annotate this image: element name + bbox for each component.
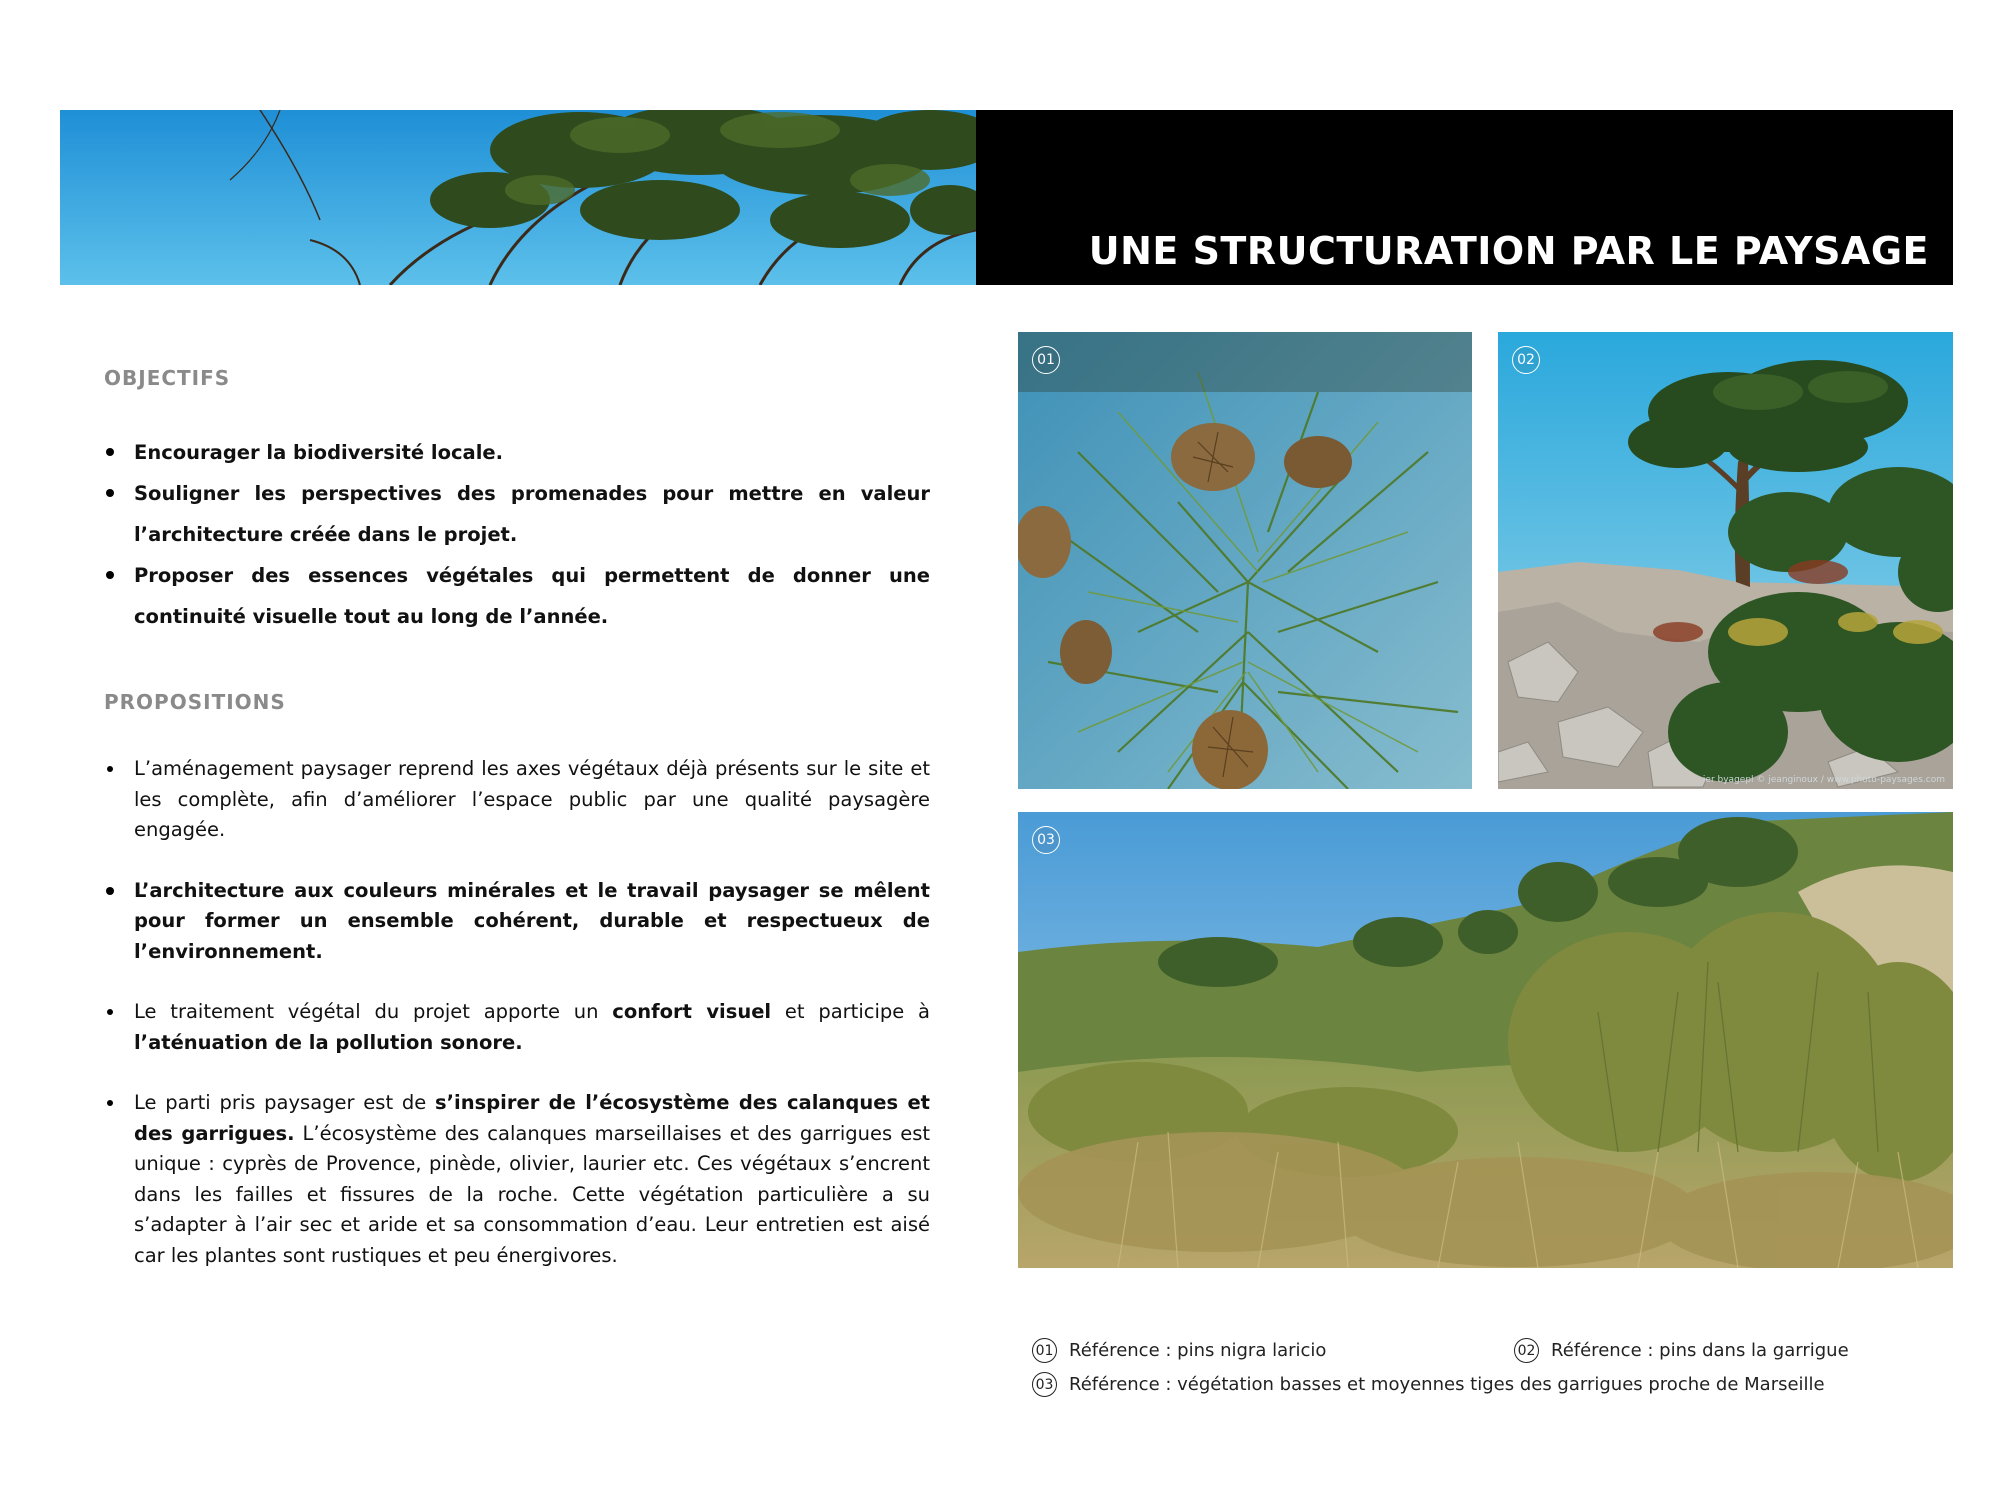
photo-credit: ier byagepl © jeanginoux / www.photo-paysages.com	[1702, 775, 1945, 785]
photo-pine-garrigue	[1498, 332, 1953, 789]
header-banner	[60, 110, 1953, 285]
proposition-text: L’écosystème des calanques marseillaises et des garrigues est unique : cyprès de Provence, pinède, olivier, laurier etc. Ces végétaux s’encrent dans les failles et fissures de la roche. Cette végétation particulière a su s’adapter à l’air sec et aride et sa consommation d’eau. Leur entretien est aisé car les plantes sont rustiques et peu énergivores.	[134, 1121, 930, 1267]
proposition-emphasis: s’inspirer de l’écosystème des calanques et des garrigues.	[134, 1091, 930, 1145]
caption-text: Référence : pins dans la garrigue	[1551, 1340, 1849, 1361]
proposition-text: L’aménagement paysager reprend les axes végétaux déjà présents sur le site et les complète, afin d’améliorer l’espace public par une qualité paysagère engagée.	[134, 757, 930, 841]
objectifs-list	[104, 432, 930, 637]
caption-number: 01	[1032, 1338, 1057, 1363]
photo-number-badge: 01	[1032, 346, 1060, 374]
proposition-text: et participe à	[771, 1000, 930, 1023]
caption-number: 03	[1032, 1372, 1057, 1397]
photo-number-badge: 03	[1032, 826, 1060, 854]
proposition-emphasis: l’aténuation de la pollution sonore.	[134, 1030, 523, 1054]
caption-text: Référence : pins nigra laricio	[1069, 1340, 1327, 1361]
list-item	[104, 1088, 930, 1271]
photo-pine-branch	[1018, 332, 1472, 789]
list-item: Proposer des essences végétales qui permettent de donner une continuité visuelle tout au long de l’année.	[104, 555, 930, 637]
list-item	[104, 876, 930, 968]
propositions-list	[104, 754, 930, 1271]
caption-number: 02	[1514, 1338, 1539, 1363]
proposition-text: Le traitement végétal du projet apporte un	[134, 1000, 613, 1023]
text-column	[104, 366, 930, 1301]
page-title: UNE STRUCTURATION PAR LE PAYSAGE	[1088, 229, 1929, 273]
caption-text: Référence : végétation basses et moyennes tiges des garrigues proche de Marseille	[1069, 1374, 1825, 1395]
propositions-title: PROPOSITIONS	[104, 690, 286, 714]
proposition-emphasis: confort visuel	[612, 1000, 772, 1023]
banner-title-block	[976, 110, 1953, 285]
banner-pine-photo	[60, 110, 976, 285]
caption-item	[1032, 1338, 1326, 1363]
caption-item	[1032, 1372, 1825, 1397]
list-item	[104, 997, 930, 1058]
photo-number-badge: 02	[1512, 346, 1540, 374]
photo-garrigue-hillside	[1018, 812, 1953, 1268]
caption-item	[1514, 1338, 1849, 1363]
proposition-text: L’architecture aux couleurs minérales et le travail paysager se mêlent pour former un ensemble cohérent, durable et respectueux de l’environnement.	[134, 878, 930, 963]
list-item: Souligner les perspectives des promenades pour mettre en valeur l’architecture créée dans le projet.	[104, 473, 930, 555]
list-item	[104, 754, 930, 846]
objectifs-title: OBJECTIFS	[104, 366, 231, 390]
proposition-text: Le parti pris paysager est de	[134, 1091, 436, 1114]
list-item: Encourager la biodiversité locale.	[104, 432, 930, 473]
